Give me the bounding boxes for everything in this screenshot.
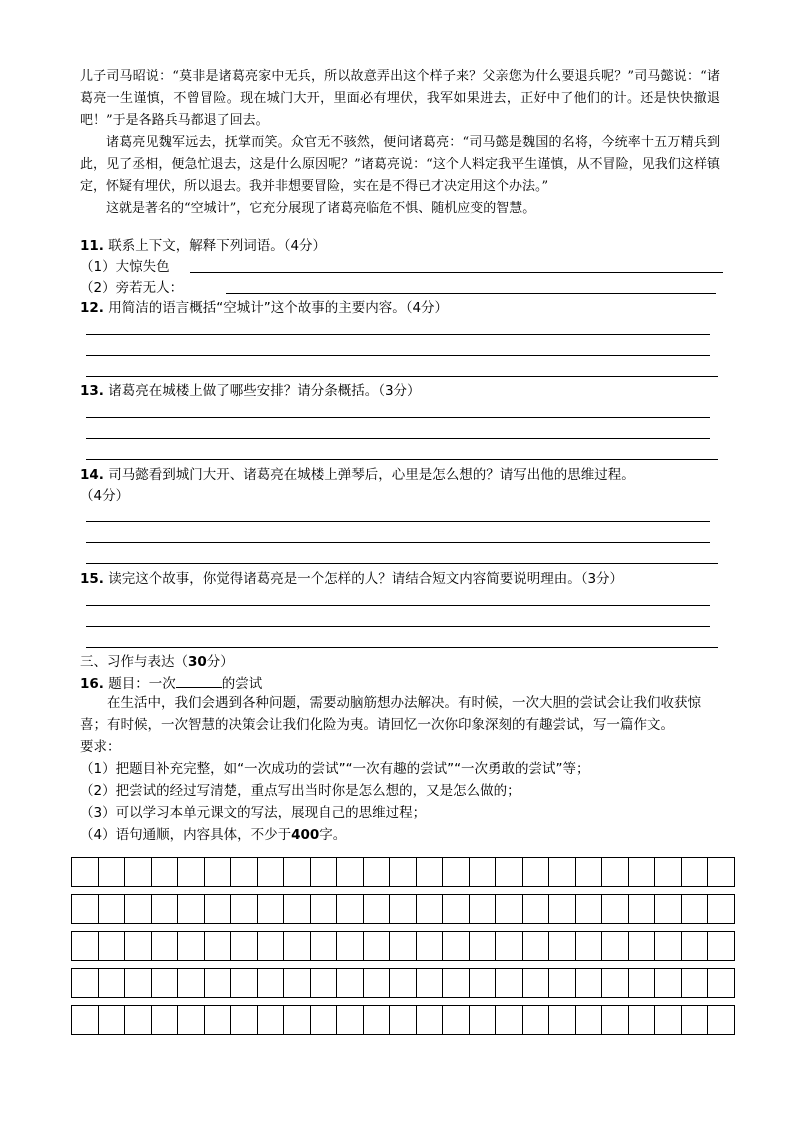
writing-grid-cell[interactable]: [72, 858, 99, 886]
writing-grid-cell[interactable]: [655, 858, 682, 886]
answer-line-11-1[interactable]: [190, 272, 723, 273]
section-3-score: 30: [188, 654, 207, 670]
writing-grid-cell[interactable]: [390, 895, 417, 923]
question-15-number: 15.: [80, 571, 104, 587]
writing-grid-cell[interactable]: [629, 932, 656, 960]
writing-grid-cell[interactable]: [470, 858, 497, 886]
writing-grid-cell[interactable]: [364, 932, 391, 960]
writing-grid-cell[interactable]: [523, 932, 550, 960]
essay-requirement-2: （2）把尝试的经过写清楚，重点写出当时你是怎么想的，又是怎么做的；: [80, 783, 521, 799]
writing-grid-cell[interactable]: [708, 1006, 734, 1034]
writing-grid-cell[interactable]: [496, 858, 523, 886]
writing-grid-row: [71, 857, 735, 887]
writing-grid-cell[interactable]: [655, 969, 682, 997]
question-12: [80, 298, 448, 318]
writing-grid-cell[interactable]: [311, 1006, 338, 1034]
writing-grid-cell[interactable]: [655, 932, 682, 960]
writing-grid-cell[interactable]: [655, 895, 682, 923]
writing-grid-cell[interactable]: [496, 932, 523, 960]
writing-grid-cell[interactable]: [549, 858, 576, 886]
passage-paragraph-3: 这就是著名的“空城计”，它充分展现了诸葛亮临危不惧、随机应变的智慧。: [106, 201, 536, 216]
writing-grid-cell[interactable]: [390, 969, 417, 997]
writing-grid-cell[interactable]: [576, 1006, 603, 1034]
writing-grid-cell[interactable]: [496, 1006, 523, 1034]
writing-grid-cell[interactable]: [337, 969, 364, 997]
answer-line-14-3[interactable]: [86, 563, 718, 564]
writing-grid-cell[interactable]: [231, 895, 258, 923]
writing-grid-cell[interactable]: [602, 932, 629, 960]
writing-grid-cell[interactable]: [205, 895, 232, 923]
writing-grid-cell[interactable]: [99, 969, 126, 997]
writing-grid-cell[interactable]: [390, 932, 417, 960]
question-12-text: 用简洁的语言概括“空城计”这个故事的主要内容。（4分）: [108, 300, 449, 316]
writing-grid-cell[interactable]: [417, 969, 444, 997]
writing-grid-cell[interactable]: [602, 969, 629, 997]
writing-grid-cell[interactable]: [470, 895, 497, 923]
writing-grid-cell[interactable]: [284, 858, 311, 886]
writing-grid-cell[interactable]: [258, 969, 285, 997]
writing-grid-cell[interactable]: [708, 969, 734, 997]
writing-grid-cell[interactable]: [99, 858, 126, 886]
writing-grid-cell[interactable]: [682, 895, 709, 923]
essay-requirement-3: （3）可以学习本单元课文的写法，展现自己的思维过程；: [80, 805, 427, 821]
writing-grid-cell[interactable]: [708, 858, 734, 886]
essay-word-count: 400: [291, 827, 320, 843]
writing-grid-cell[interactable]: [337, 895, 364, 923]
writing-grid-cell[interactable]: [390, 1006, 417, 1034]
writing-grid-cell[interactable]: [205, 858, 232, 886]
question-11-item-1: （1）大惊失色: [80, 259, 170, 275]
question-14-number: 14.: [80, 467, 104, 483]
question-15-text: 读完这个故事，你觉得诸葛亮是一个怎样的人？请结合短文内容简要说明理由。（3分）: [108, 571, 624, 587]
writing-grid-cell[interactable]: [549, 1006, 576, 1034]
writing-grid-cell[interactable]: [205, 1006, 232, 1034]
question-11-text: 联系上下文，解释下列词语。（4分）: [108, 238, 327, 254]
essay-title-blank[interactable]: [176, 673, 222, 688]
essay-requirement-1: （1）把题目补充完整，如“一次成功的尝试”“一次有趣的尝试”“一次勇敢的尝试”等；: [80, 761, 590, 777]
writing-grid-cell[interactable]: [284, 932, 311, 960]
question-15: [80, 569, 623, 589]
writing-grid-row: [71, 931, 735, 961]
essay-prompt: [80, 692, 720, 846]
writing-grid-cell[interactable]: [231, 932, 258, 960]
writing-grid-cell[interactable]: [205, 969, 232, 997]
writing-grid-cell[interactable]: [99, 895, 126, 923]
writing-grid-cell[interactable]: [231, 969, 258, 997]
answer-line-13-2[interactable]: [86, 438, 710, 439]
writing-grid-cell[interactable]: [311, 932, 338, 960]
reading-passage: [80, 66, 720, 220]
answer-line-15-1[interactable]: [86, 605, 710, 606]
answer-line-12-3[interactable]: [86, 376, 718, 377]
writing-grid-cell[interactable]: [576, 895, 603, 923]
writing-grid-cell[interactable]: [496, 895, 523, 923]
writing-grid-cell[interactable]: [72, 969, 99, 997]
writing-grid-cell[interactable]: [655, 1006, 682, 1034]
writing-grid-cell[interactable]: [258, 932, 285, 960]
writing-grid-cell[interactable]: [602, 895, 629, 923]
writing-grid-cell[interactable]: [576, 858, 603, 886]
writing-grid-cell[interactable]: [72, 895, 99, 923]
essay-requirement-4-prefix: （4）语句通顺，内容具体，不少于: [80, 827, 292, 843]
writing-grid-cell[interactable]: [602, 1006, 629, 1034]
writing-grid-cell[interactable]: [72, 1006, 99, 1034]
answer-line-13-1[interactable]: [86, 417, 710, 418]
writing-grid-cell[interactable]: [443, 932, 470, 960]
writing-grid-cell[interactable]: [443, 969, 470, 997]
question-14-score: （4分）: [80, 488, 130, 504]
writing-grid-cell[interactable]: [682, 1006, 709, 1034]
essay-intro: 在生活中，我们会遇到各种问题，需要动脑筋想办法解决。有时候，一次大胆的尝试会让我们收获惊喜；有时候，一次智慧的决策会让我们化险为夷。请回忆一次你印象深刻的有趣尝试，写一篇作文。: [80, 695, 701, 733]
question-16-number: 16.: [80, 676, 104, 692]
writing-grid-cell[interactable]: [549, 895, 576, 923]
writing-grid-row: [71, 894, 735, 924]
writing-grid-cell[interactable]: [629, 1006, 656, 1034]
writing-grid-cell[interactable]: [523, 858, 550, 886]
writing-grid-cell[interactable]: [470, 1006, 497, 1034]
writing-grid-cell[interactable]: [152, 932, 179, 960]
writing-grid-cell[interactable]: [576, 932, 603, 960]
writing-grid-cell[interactable]: [417, 895, 444, 923]
section-3-heading: [80, 652, 234, 672]
writing-grid-cell[interactable]: [311, 858, 338, 886]
answer-line-14-2[interactable]: [86, 542, 710, 543]
answer-line-15-2[interactable]: [86, 626, 710, 627]
writing-grid-cell[interactable]: [364, 895, 391, 923]
writing-grid-cell[interactable]: [496, 969, 523, 997]
writing-grid-cell[interactable]: [258, 895, 285, 923]
writing-grid-cell[interactable]: [258, 858, 285, 886]
writing-grid-cell[interactable]: [125, 895, 152, 923]
writing-grid-cell[interactable]: [125, 932, 152, 960]
writing-grid-cell[interactable]: [99, 932, 126, 960]
writing-grid-cell[interactable]: [125, 1006, 152, 1034]
writing-grid-cell[interactable]: [311, 969, 338, 997]
writing-grid-cell[interactable]: [364, 1006, 391, 1034]
passage-paragraph-1: 儿子司马昭说：“莫非是诸葛亮家中无兵，所以故意弄出这个样子来？父亲您为什么要退兵呢？”司马懿说：“诸葛亮一生谨慎，不曾冒险。现在城门大开，里面必有埋伏，我军如果进去，正好中了他们的计。还是快快撤退吧！”于是各路兵马都退了回去。: [80, 69, 720, 128]
writing-grid-cell[interactable]: [152, 895, 179, 923]
writing-grid[interactable]: [71, 857, 735, 1042]
writing-grid-cell[interactable]: [576, 969, 603, 997]
answer-line-12-2[interactable]: [86, 355, 710, 356]
writing-grid-cell[interactable]: [470, 969, 497, 997]
writing-grid-cell[interactable]: [549, 969, 576, 997]
writing-grid-cell[interactable]: [125, 969, 152, 997]
writing-grid-cell[interactable]: [337, 1006, 364, 1034]
writing-grid-cell[interactable]: [125, 858, 152, 886]
essay-requirement-4-suffix: 字。: [319, 827, 347, 843]
writing-grid-cell[interactable]: [72, 932, 99, 960]
writing-grid-cell[interactable]: [284, 895, 311, 923]
writing-grid-cell[interactable]: [417, 1006, 444, 1034]
writing-grid-cell[interactable]: [602, 858, 629, 886]
section-3-title-suffix: 分）: [206, 654, 234, 670]
section-3-title-prefix: 三、习作与表达（: [80, 654, 188, 670]
writing-grid-cell[interactable]: [364, 969, 391, 997]
writing-grid-cell[interactable]: [231, 858, 258, 886]
essay-requirements-label: 要求：: [80, 739, 121, 755]
writing-grid-cell[interactable]: [178, 1006, 205, 1034]
writing-grid-cell[interactable]: [337, 932, 364, 960]
question-11-number: 11.: [80, 238, 104, 254]
question-16-title-suffix: 的尝试: [221, 676, 263, 692]
writing-grid-cell[interactable]: [178, 858, 205, 886]
answer-line-15-3[interactable]: [86, 647, 718, 648]
question-14: [80, 465, 635, 485]
writing-grid-cell[interactable]: [708, 932, 734, 960]
answer-line-13-3[interactable]: [86, 459, 718, 460]
writing-grid-cell[interactable]: [284, 969, 311, 997]
question-16-title-prefix: 题目：一次: [108, 676, 176, 692]
question-11-item-2: （2）旁若无人：: [80, 280, 184, 296]
essay-requirement-4: [80, 824, 720, 846]
writing-grid-cell[interactable]: [682, 969, 709, 997]
writing-grid-cell[interactable]: [682, 858, 709, 886]
writing-grid-cell[interactable]: [258, 1006, 285, 1034]
writing-grid-cell[interactable]: [523, 969, 550, 997]
passage-paragraph-2: 诸葛亮见魏军远去，抚掌而笑。众官无不骇然，便问诸葛亮：“司马懿是魏国的名将，今统率十五万精兵到此，见了丞相，便急忙退去，这是什么原因呢？”诸葛亮说：“这个人料定我平生谨慎，从不冒险，见我们这样镇定，怀疑有埋伏，所以退去。我并非想要冒险，实在是不得已才决定用这个办法。”: [80, 135, 720, 194]
writing-grid-cell[interactable]: [443, 1006, 470, 1034]
question-16: [80, 673, 262, 694]
writing-grid-cell[interactable]: [682, 932, 709, 960]
writing-grid-cell[interactable]: [284, 1006, 311, 1034]
writing-grid-cell[interactable]: [523, 895, 550, 923]
writing-grid-cell[interactable]: [443, 858, 470, 886]
writing-grid-cell[interactable]: [523, 1006, 550, 1034]
writing-grid-cell[interactable]: [337, 858, 364, 886]
writing-grid-cell[interactable]: [443, 895, 470, 923]
writing-grid-cell[interactable]: [417, 932, 444, 960]
answer-line-11-2[interactable]: [226, 293, 716, 294]
answer-line-12-1[interactable]: [86, 334, 710, 335]
writing-grid-cell[interactable]: [178, 969, 205, 997]
question-12-number: 12.: [80, 300, 104, 316]
writing-grid-cell[interactable]: [152, 858, 179, 886]
writing-grid-cell[interactable]: [205, 932, 232, 960]
writing-grid-cell[interactable]: [152, 1006, 179, 1034]
writing-grid-cell[interactable]: [311, 895, 338, 923]
writing-grid-cell[interactable]: [708, 895, 734, 923]
writing-grid-cell[interactable]: [99, 1006, 126, 1034]
answer-line-14-1[interactable]: [86, 521, 710, 522]
writing-grid-cell[interactable]: [417, 858, 444, 886]
writing-grid-cell[interactable]: [629, 969, 656, 997]
question-13-number: 13.: [80, 383, 104, 399]
writing-grid-cell[interactable]: [549, 932, 576, 960]
question-13-text: 诸葛亮在城楼上做了哪些安排？请分条概括。（3分）: [108, 383, 421, 399]
writing-grid-cell[interactable]: [629, 895, 656, 923]
question-14-text: 司马懿看到城门大开、诸葛亮在城楼上弹琴后，心里是怎么想的？请写出他的思维过程。: [108, 467, 635, 483]
question-11: [80, 236, 326, 256]
writing-grid-cell[interactable]: [390, 858, 417, 886]
writing-grid-cell[interactable]: [152, 969, 179, 997]
writing-grid-row: [71, 968, 735, 998]
writing-grid-cell[interactable]: [364, 858, 391, 886]
writing-grid-cell[interactable]: [178, 895, 205, 923]
writing-grid-cell[interactable]: [178, 932, 205, 960]
writing-grid-cell[interactable]: [470, 932, 497, 960]
writing-grid-cell[interactable]: [231, 1006, 258, 1034]
question-13: [80, 381, 421, 401]
writing-grid-cell[interactable]: [629, 858, 656, 886]
writing-grid-row: [71, 1005, 735, 1035]
